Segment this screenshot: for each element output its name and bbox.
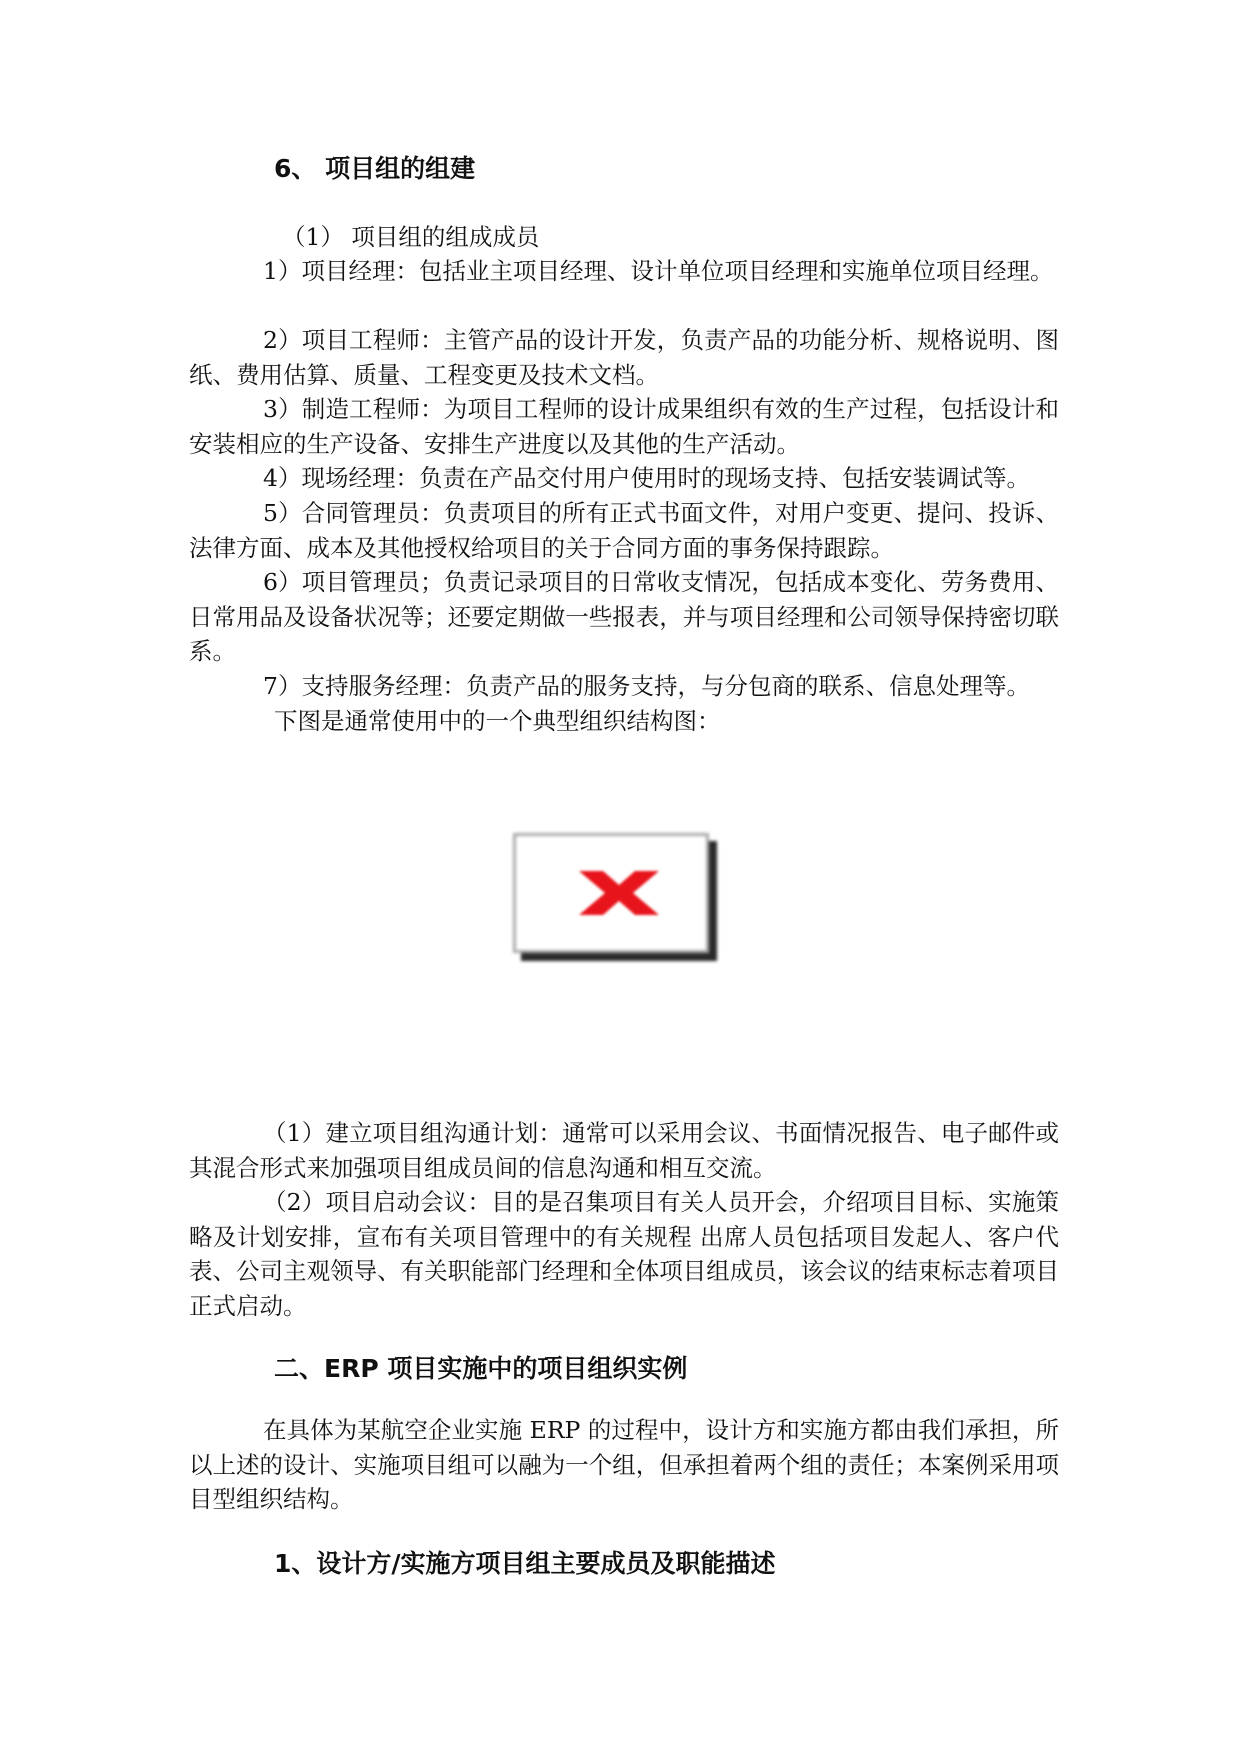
paragraph-manufacturing-engineer: 3）制造工程师：为项目工程师的设计成果组织有效的生产过程，包括设计和安装相应的生产设备、安排生产进度以及其他的生产活动。 bbox=[189, 395, 1059, 458]
paragraph-erp-case: 在具体为某航空企业实施 ERP 的过程中，设计方和实施方都由我们承担，所以上述的设计、实施项目组可以融为一个组，但承担着两个组的责任；本案例采用项目型组织结构。 bbox=[189, 1416, 1059, 1513]
paragraph-contract-administrator: 5）合同管理员：负责项目的所有正式书面文件，对用户变更、提问、投诉、法律方面、成本及其他授权给项目的关于合同方面的事务保持跟踪。 bbox=[189, 499, 1059, 562]
paragraph-project-engineer: 2）项目工程师：主管产品的设计开发，负责产品的功能分析、规格说明、图纸、费用估算、质量、工程变更及技术文档。 bbox=[189, 326, 1059, 389]
broken-image-icon bbox=[573, 863, 665, 923]
paragraph-communication-plan: （1）建立项目组沟通计划：通常可以采用会议、书面情况报告、电子邮件或其混合形式来加强项目组成员间的信息沟通和相互交流。 bbox=[189, 1119, 1059, 1182]
section-heading-members: 1、设计方/实施方项目组主要成员及职能描述 bbox=[274, 1549, 776, 1578]
section-heading-erp: 二、ERP 项目实施中的项目组织实例 bbox=[274, 1354, 688, 1383]
paragraph-support-manager: 7）支持服务经理：负责产品的服务支持，与分包商的联系、信息处理等。 bbox=[263, 672, 1030, 700]
paragraph-kickoff-meeting: （2）项目启动会议：目的是召集项目有关人员开会，介绍项目目标、实施策略及计划安排，宣布有关项目管理中的有关规程 出席人员包括项目发起人、客户代表、公司主观领导、有关职能部门经理和全体项目组成员，该会议的结束标志着项目正式启动。 bbox=[189, 1188, 1059, 1320]
figure-intro: 下图是通常使用中的一个典型组织结构图： bbox=[274, 707, 721, 735]
paragraph-project-administrator: 6）项目管理员；负责记录项目的日常收支情况，包括成本变化、劳务费用、日常用品及设备状况等；还要定期做一些报表，并与项目经理和公司领导保持密切联系。 bbox=[189, 568, 1059, 665]
paragraph-project-manager: 1）项目经理：包括业主项目经理、设计单位项目经理和实施单位项目经理。 bbox=[263, 257, 1054, 285]
section-heading-6: 6、 项目组的组建 bbox=[274, 154, 476, 183]
subsection-heading: （1） 项目组的组成成员 bbox=[282, 223, 540, 251]
broken-image-placeholder bbox=[513, 833, 721, 965]
paragraph-site-manager: 4）现场经理：负责在产品交付用户使用时的现场支持、包括安装调试等。 bbox=[263, 464, 1030, 492]
